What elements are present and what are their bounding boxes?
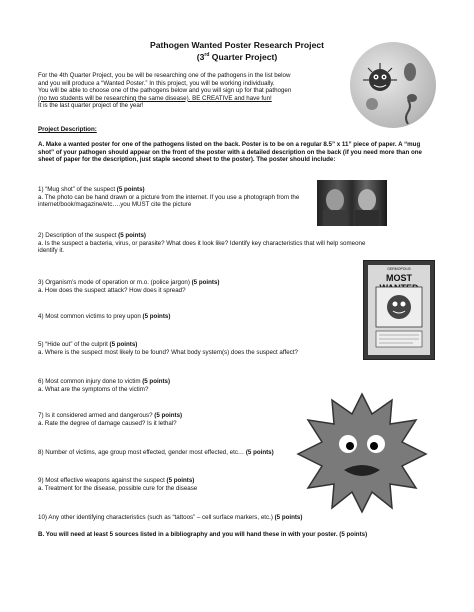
item-points: (5 points) <box>118 232 146 239</box>
part-a-text: A. Make a wanted poster for one of the pathogens listed on the back. Poster is to be on a regular 8.5” x 11” piece of paper. A “mug shot” of your pathogen should appear on the front of the poster with a detailed description on the back (if you need more than one sheet of paper for the description, just staple second sheet to the poster). The poster should include: <box>38 141 422 164</box>
item-sub: a. Treatment for the disease, possible cure for the disease <box>38 484 198 492</box>
item-points: (5 points) <box>166 477 195 484</box>
item-question: 9) Most effective weapons against the suspect <box>38 477 167 484</box>
page-title <box>112 40 362 62</box>
item-sub: a. Where is the suspect most likely to be found? What body system(s) does the suspect affect? <box>38 348 298 356</box>
germ-monster-illustration <box>292 386 432 516</box>
title-line-2 <box>112 50 362 62</box>
list-item <box>38 279 219 294</box>
item-question: 4) Most common victims to prey upon <box>38 313 143 320</box>
title-line-1: Pathogen Wanted Poster Research Project <box>150 40 324 50</box>
item-question: 10) Any other identifying characteristics (such as “tattoos” – cell surface markers, etc.) <box>38 514 275 521</box>
mugshot-photo <box>317 180 387 226</box>
poster-title: MOST <box>386 273 412 283</box>
item-question: 7) Is it considered armed and dangerous? <box>38 412 155 419</box>
item-points: (5 points) <box>116 186 145 193</box>
title-line-2-sup: rd <box>204 52 210 58</box>
item-sub: a. How does the suspect attack? How does it spread? <box>38 286 186 294</box>
title-line-2-end: Quarter Project) <box>209 51 278 62</box>
list-item <box>38 477 197 492</box>
item-question: 2) Description of the suspect <box>38 232 119 239</box>
item-sub: a. The photo can be hand drawn or a picture from the internet. If you use a photograph from the <box>38 193 300 201</box>
list-item <box>38 232 365 255</box>
intro-paragraph <box>38 72 291 110</box>
item-sub: a. Rate the degree of damage caused? Is it lethal? <box>38 419 177 427</box>
list-item <box>38 341 298 356</box>
most-wanted-poster <box>363 260 435 360</box>
intro-line: For the 4th Quarter Project, you be will be researching one of the pathogens in the list below <box>38 72 291 79</box>
intro-line: (no two students will be researching the same disease). BE CREATIVE and have fun! <box>38 94 272 102</box>
item-points: (5 points) <box>191 279 220 286</box>
part-b-text: B. You will need at least 5 sources listed in a bibliography and you will hand these in with your poster. (5 points) <box>38 531 368 538</box>
list-item <box>38 514 302 522</box>
item-question: 6) Most common injury done to victim <box>38 378 143 385</box>
item-sub: a. Is the suspect a bacteria, virus, or parasite? What does it look like? Identify key characteristics that will help someone <box>38 239 366 247</box>
item-sub: internet/book/magazine/etc….you MUST cite the picture <box>38 201 192 209</box>
poster-small-text: GERMOPOLIS <box>387 267 411 271</box>
intro-line: You will be able to choose one of the pathogens below and you will sign up for that pathogen <box>38 87 292 95</box>
item-question: 5) “Hide out” of the culprit <box>38 341 110 348</box>
item-question: 1) “Mug shot” of the suspect <box>38 186 117 193</box>
description-heading: Project Description: <box>38 126 97 133</box>
item-sub: identify it. <box>38 247 65 255</box>
item-question: 8) Number of victims, age group most effected, gender most effected, etc… <box>38 449 246 456</box>
intro-line: and you will produce a “Wanted Poster.” In this project, you will be working individually. <box>38 79 275 87</box>
list-item <box>38 313 170 321</box>
list-item <box>38 412 182 427</box>
title-line-2-start: (3 <box>196 51 205 62</box>
item-points: (5 points) <box>109 341 138 348</box>
item-question: 3) Organism’s mode of operation or m.o. (police jargon) <box>38 279 192 286</box>
item-points: (5 points) <box>245 449 274 456</box>
item-points: (5 points) <box>142 313 171 320</box>
germs-illustration <box>350 42 436 128</box>
list-item <box>38 378 170 393</box>
item-points: (5 points) <box>142 378 171 385</box>
list-item <box>38 186 299 209</box>
item-sub: a. What are the symptoms of the victim? <box>38 385 149 393</box>
intro-line: It is the last quarter project of the year! <box>38 102 144 110</box>
item-points: (5 points) <box>154 412 183 419</box>
list-item <box>38 449 274 457</box>
item-points: (5 points) <box>274 514 303 521</box>
